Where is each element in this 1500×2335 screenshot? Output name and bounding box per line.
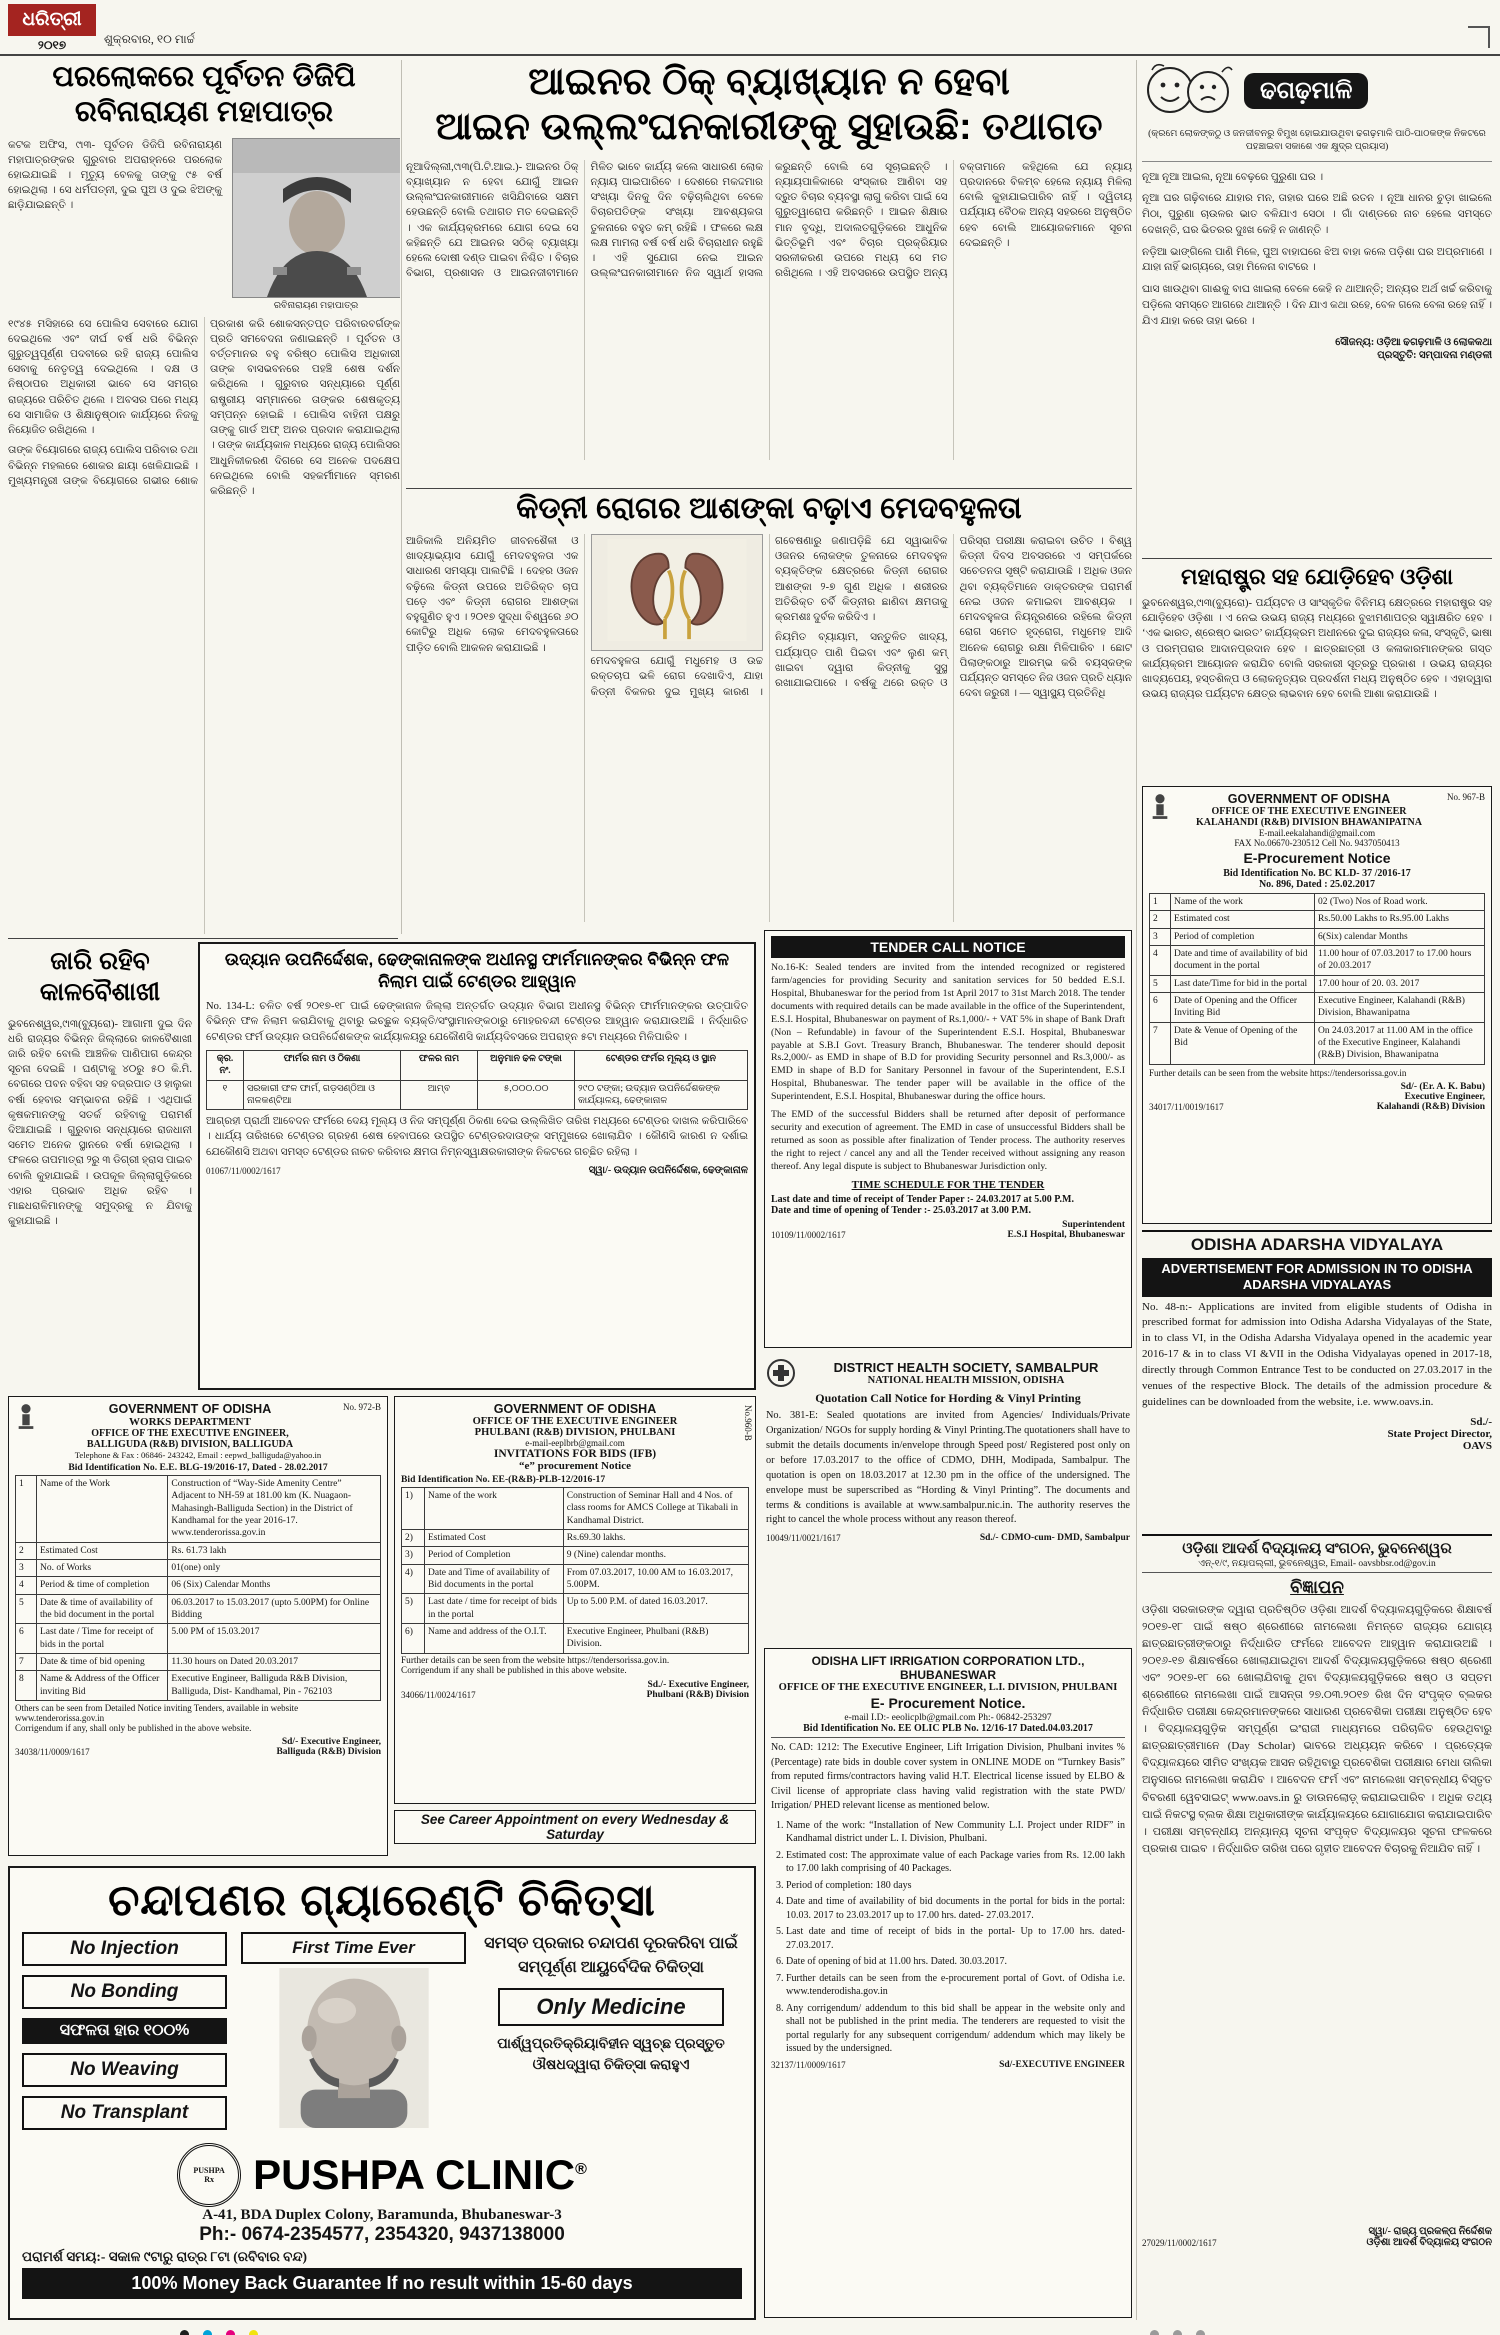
table-row: 2 Estimated cost Rs.50.00 Lakhs to Rs.95.00 Lakhs — [1150, 911, 1485, 928]
print-dot-gray — [1150, 2330, 1159, 2335]
tender-call-signature: Superintendent E.S.I Hospital, Bhubaneswar — [1007, 1219, 1125, 1240]
table-row: 7 Date & time of bid opening 11.30 hours on Dated 20.03.2017 — [16, 1654, 381, 1671]
main-headline-line2: ଆଇନ ଉଲ୍ଲଂଘନକାରୀଙ୍କୁ ସୁହାଉଛି: ତଥାଗତ — [435, 105, 1103, 148]
page-corner-mark — [1468, 26, 1490, 48]
adarsha-title: ODISHA ADARSHA VIDYALAYA — [1190, 1235, 1444, 1254]
notice-adarsha-odia — [1142, 1534, 1492, 2320]
adarsha-odia-address: ଏନ୍-୧/୯, ନୟାପଲ୍ଲୀ, ଭୁବନେଶ୍ୱର, Email- oavsbbsr.od@gov.in — [1142, 1558, 1492, 1573]
adarsha-odia-body: ଓଡ଼ିଶା ସରକାରଙ୍କ ଦ୍ୱାରା ପ୍ରତିଷ୍ଠିତ ଓଡ଼ିଶା ଆଦର୍ଶ ବିଦ୍ୟାଳୟଗୁଡ଼ିକରେ ଶିକ୍ଷାବର୍ଷ ୨୦୧୭-୧୮ ପାଇଁ ଷଷ୍ଠ ଶ୍ରେଣୀରେ ନାମଲେଖା ନିମନ୍ତେ ରାଜ୍ୟର ଯୋଗ୍ୟ ଛାତ୍ରଛାତ୍ରୀଙ୍କଠାରୁ ନିର୍ଦ୍ଧାରିତ ଫର୍ମରେ ଆବେଦନ ଆହ୍ୱାନ କରାଯାଉଅଛି । ୨୦୧୬-୧୭ ଶିକ୍ଷାବର୍ଷରେ ଖୋଲାଯାଇଥିବା ଆଦର୍ଶ ବିଦ୍ୟାଳୟଗୁଡ଼ିକରେ ଷଷ୍ଠ ଶ୍ରେଣୀ ଏବଂ ୨୦୧୭-୧୮ ରେ ଖୋଲାଯିବାକୁ ଥିବା ବିଦ୍ୟାଳୟଗୁଡ଼ିକରେ ଷଷ୍ଠ ଓ ସପ୍ତମ ଶ୍ରେଣୀରେ ନାମଲେଖା ପାଇଁ ଆସନ୍ତା ୨୭.୦୩.୨୦୧୭ ରିଖ ଦିନ ସଂପୃକ୍ତ ବ୍ଲକର ନିର୍ଦ୍ଧାରିତ ପରୀକ୍ଷା କେନ୍ଦ୍ରମାନଙ୍କରେ ସାଧାରଣ ପ୍ରବେଶିକା ପରୀକ୍ଷା ଅନୁଷ୍ଠିତ ହେବ । ବିଦ୍ୟାଳୟଗୁଡ଼ିକ ସମ୍ପୂର୍ଣ୍ଣ ଇଂରାଜୀ ମାଧ୍ୟମରେ ପରିଚାଳିତ ହେଉଥିବାରୁ ଛାତ୍ରଛାତ୍ରୀମାନେ (Day Scholar) ଭାବରେ ଅଧ୍ୟୟନ କରିବେ । ପ୍ରତ୍ୟେକ ବିଦ୍ୟାଳୟରେ ସୀମିତ ସଂଖ୍ୟକ ଆସନ ରହିଥିବାରୁ ପ୍ରବେଶିକା ପରୀକ୍ଷାର ମେଧା ତାଲିକା ଅନୁସାରେ ନାମଲେଖା କରାଯିବ । ଆବେଦନ ଫର୍ମ ଏବଂ ନାମଲେଖା ସମ୍ବନ୍ଧୀୟ ବିସ୍ତୃତ ବିବରଣୀ ୱେବସାଇଟ୍ www.oavs.in ରୁ ଡାଉନଲୋଡ଼୍ କରାଯାଇପାରିବ । ଅଧିକ ତଥ୍ୟ ପାଇଁ ନିକଟସ୍ଥ ବ୍ଲକ ଶିକ୍ଷା ଅଧିକାରୀଙ୍କ କାର୍ଯ୍ୟାଳୟରେ ଯୋଗାଯୋଗ କରାଯାଇପାରିବ । ପରୀକ୍ଷା ସମ୍ବନ୍ଧୀୟ ଅନ୍ୟାନ୍ୟ ସୂଚନା ସଂପୃକ୍ତ ବିଦ୍ୟାଳୟର ସୂଚନା ଫଳକରେ ପ୍ରକାଶ ପାଇବ । ନିର୍ଦ୍ଧାରିତ ତାରିଖ ପରେ ଗୃହୀତ ଆବେଦନ ବିଚାରକୁ ନିଆଯିବ ନାହିଁ । — [1142, 1604, 1492, 1855]
kalabaisakhi-body: ଭୁବନେଶ୍ୱର,୯ା୩(ବ୍ୟୁରୋ)- ଆଗାମୀ ଦୁଇ ଦିନ ଧରି ରାଜ୍ୟର ବିଭିନ୍ନ ଜିଲ୍ଲାରେ କାଳବୈଶାଖୀ ଜାରି ରହିବ ବୋଲି ଆଞ୍ଚଳିକ ପାଣିପାଗ କେନ୍ଦ୍ର ସୂଚନା ଦେଇଛି । ଘଣ୍ଟାକୁ ୪୦ରୁ ୫୦ କି.ମି. ବେଗରେ ପବନ ବହିବା ସହ ବଜ୍ରପାତ ଓ ହାଲୁକା ବର୍ଷା ହେବାର ସମ୍ଭାବନା ରହିଛି । ଏଥିପାଇଁ କୃଷକମାନଙ୍କୁ ସତର୍କ ରହିବାକୁ ପରାମର୍ଶ ଦିଆଯାଇଛି । ଗୁରୁବାର ସନ୍ଧ୍ୟାରେ ରାଜଧାନୀ ସମେତ ଅନେକ ସ୍ଥାନରେ ବର୍ଷା ହୋଇଥିଲା । ଫଳରେ ତାପମାତ୍ରା ୨ରୁ ୩ ଡିଗ୍ରୀ ହ୍ରାସ ପାଇବ ବୋଲି କୁହାଯାଇଛି । ଉପକୂଳ ଜିଲ୍ଲାଗୁଡ଼ିକରେ ଏହାର ପ୍ରଭାବ ଅଧିକ ରହିବ । ମାଛଧରାଳିମାନଙ୍କୁ ସମୁଦ୍ରକୁ ନ ଯିବାକୁ କୁହାଯାଇଛି । — [8, 1018, 192, 1228]
sambalpur-body: No. 381-E: Sealed quotations are invited from Agencies/ Individuals/Private Organization/ NGOs for supply hording & Vinyl Printing.The quotationers shall have to submit the details documents in/envelope through Speed post/ Registered post only on or before 17.03.2017 to the office of CDMO, DHH, Modipada, Sambalpur. The quotation is open on 18.03.2017 at 12.30 pm in the office of the undersigned. The envelope must be superscribed as “Hording & Vinyl Printing”. The documents and terms & conditions is available at www.sambalpur.nic.in. The authority reserves the right to cancel the whole process without any reason thereof. — [766, 1410, 1130, 1526]
table-row: 6) Name and address of the O.I.T. Executive Engineer, Phulbani (R&B) Division. — [402, 1624, 749, 1654]
adarsha-odia-title: ଓଡ଼ିଶା ଆଦର୍ଶ ବିଦ୍ୟାଳୟ ସଂଗଠନ, ଭୁବନେଶ୍ୱର — [1182, 1541, 1452, 1557]
dgp-portrait-graphic — [233, 139, 400, 297]
phulbani-email: e-mail-eeplbrb@gmail.com — [525, 1438, 625, 1448]
balliguda-dept: WORKS DEPARTMENT — [129, 1416, 251, 1428]
dhagadhamali-credit1: ସୌଜନ୍ୟ: ଓଡ଼ିଆ ଢଗଢ଼ମାଳି ଓ ଲୋକକଥା — [1335, 337, 1492, 349]
horticulture-table — [206, 1050, 748, 1110]
tender-call-body: No.16-K: Sealed tenders are invited from the intended recognized or registered farm/agencies for providing Security and sanitation services for 50 bedded E.S.I. Hospital, Bhubaneswar for the period from 1st April 2017 to 31st March 2018. The tender documents with required details can be made available in the office of the Superintendent, E.S.I. Hospital, Bhubaneswar on payment of Rs.1,000/- + VAT 5% in shape of Bank Draft (Non – Refundable) in favour of the Superintendent E.S.I. Hospital, Bhubaneswar payable at S.B.I Govt. Treasury Branch, Bhubaneswar. The tenderer should deposit Rs.2,000/- as EMD in shape of B.D for providing Security personnel and Rs.3,000/- as EMD in shape of B.D for Sanitary Personnel in favour of the Superintendent, E.S.I Hospital, Bhubaneswar. The tender paper will be available in the office of the Superintendent, E.S.I. Hospital, Bhubaneswar during the office hours. The EMD of the successful Bidders shall be returned after deposit of performance security and execution of agreement. The EMD in case of unsuccessful Bidders shall be returned as soon as possible after finalization of Tender process. The authority reserves the right to reject / cancel any and all the Tender received without assigning any reason thereof. Any legal dispute is subject to Bhubaneswar Jurisdiction only. — [771, 962, 1125, 1172]
dhagadhamali-credit2: ପ୍ରସ୍ତୁତି: ସମ୍ପାଦନା ମଣ୍ଡଳୀ — [1377, 350, 1492, 362]
column-rule — [1136, 60, 1137, 2320]
kalahandi-bid: Bid Identification No. BC KLD- 37 /2016-17 — [1223, 868, 1411, 879]
govt-emblem-icon — [15, 1402, 37, 1432]
notice-balliguda — [8, 1396, 388, 1856]
article-kidney — [406, 492, 1132, 930]
kidney-headline: କିଡ୍‌ନୀ ରୋଗର ଆଶଙ୍କା ବଢ଼ାଏ ମେଦବହୁଳତା — [516, 492, 1022, 525]
kalahandi-fax: FAX No.06670-230512 Cell No. 9437050413 — [1234, 838, 1400, 848]
kalahandi-footer: Further details can be seen from the website https://tendersorissa.gov.in — [1149, 1067, 1407, 1078]
column-dhagadhamali — [1142, 60, 1492, 554]
print-dot-gray — [1196, 2330, 1205, 2335]
olic-item: 4. Date and time of availability of bid documents in the portal for bids in the portal: 10.03. 2017 to 23.03.2017 up to 17.00 hrs. dated- 27.03.2017. — [786, 1895, 1125, 1922]
pushpa-address: A-41, BDA Duplex Colony, Baramunda, Bhubaneswar-3 — [202, 2207, 562, 2223]
notice-adarsha-en — [1142, 1230, 1492, 1528]
olic-title: ODISHA LIFT IRRIGATION CORPORATION LTD., BHUBANESWAR — [811, 1654, 1085, 1682]
horticulture-headline: ଉଦ୍ୟାନ ଉପନିର୍ଦ୍ଦେଶକ, ଢେଙ୍କାନାଳଙ୍କ ଅଧୀନସ୍ଥ ଫାର୍ମମାନଙ୍କର ବିଭିନ୍ନ ଫଳ ନିଲାମ ପାଇଁ ଟେଣ୍ଡର ଆହ୍ୱାନ — [224, 950, 730, 992]
print-dot-yellow — [249, 2330, 258, 2335]
kalahandi-email: E-mail.eekalahandi@gmail.com — [1258, 828, 1376, 838]
career-appointment-text: See Career Appointment on every Wednesday & Saturday — [420, 1812, 730, 1842]
kalahandi-title: E-Procurement Notice — [1243, 850, 1391, 866]
olic-item: 1. Name of the work: “Installation of New Community L.I. Project under RIDF” in Kandhamal district under L. I. Division, Phulbani. — [786, 1819, 1125, 1846]
article-maharashtra — [1142, 564, 1492, 780]
olic-signature: Sd/-EXECUTIVE ENGINEER — [999, 2059, 1125, 2070]
pushpa-guarantee-bar: 100% Money Back Guarantee If no result within 15-60 days — [22, 2268, 742, 2299]
tender-call-schedule-title: TIME SCHEDULE FOR THE TENDER — [851, 1178, 1045, 1191]
print-dot-magenta — [226, 2330, 235, 2335]
registered-mark: ® — [575, 2161, 587, 2178]
dgp-photo-figure — [232, 138, 400, 311]
tender-call-code: 10109/11/0002/1617 — [771, 1229, 846, 1240]
no-transplant-box: No Transplant — [22, 2096, 227, 2130]
olic-item: 8. Any corrigendum/ addendum to this bid shall be appear in the website only and shall not be published in the print media. The tenderers are requested to visit the portal regularly for any subsequent corrigendum/ addendum which may likely be issued by the undersigned. — [786, 2002, 1125, 2056]
sambalpur-subtitle: NATIONAL HEALTH MISSION, ODISHA — [867, 1375, 1065, 1386]
table-header-row: କ୍ର. ନଂ. ଫାର୍ମର ନାମ ଓ ଠିକଣା ଫଳର ନାମ ଅନୁମାନ ଢଳ ଟଙ୍କା ଟେଣ୍ଡର ଫର୍ମର ମୂଲ୍ୟ ଓ ସ୍ଥାନ — [207, 1050, 748, 1080]
pushpa-headline: ଚନ୍ଦାପଣର ଗ୍ୟାରେଣ୍ଟି ଚିକିତ୍ସା — [108, 1876, 656, 1925]
pushpa-phone: Ph:- 0674-2354577, 2354320, 9437138000 — [199, 2224, 565, 2245]
olic-contact: e-mail I.D:- eeolicplb@gmail.com Ph:- 06842-253297 — [844, 1713, 1052, 1723]
sambalpur-signature: Sd./- CDMO-cum- DMD, Sambalpur — [979, 1533, 1130, 1544]
first-time-ever-box: First Time Ever — [241, 1932, 466, 1964]
phulbani-govt: GOVERNMENT OF ODISHA — [493, 1402, 657, 1416]
section-rule — [8, 938, 398, 939]
table-row: 8 Name & Address of the Officer inviting Bid Executive Engineer, Balliguda R&B Division, Balliguda, Dist- Kandhamal, Pin - 762103 — [16, 1671, 381, 1701]
pushpa-right-text2: ପାର୍ଶ୍ୱପ୍ରତିକ୍ରିୟାବିହୀନ ସ୍ୱଚ୍ଛ ପ୍ରସ୍ତୁତ ଔଷଧଦ୍ୱାରା ଚିକିତ୍ସା କରାହୁଏ — [497, 2037, 725, 2073]
table-row: 4 Date and time of availability of bid document in the portal 11.00 hour of 07.03.2017 to 17.00 hours of 20.03.2017 — [1150, 946, 1485, 976]
olic-item: 2. Estimated cost: The approximate value of each Package varies from Rs. 12.00 lakh to 17.00 lakh comprising of 40 Packages. — [786, 1849, 1125, 1876]
bald-head-image — [279, 1968, 429, 2128]
olic-office: OFFICE OF THE EXECUTIVE ENGINEER, L.I. DIVISION, PHULBANI — [778, 1682, 1118, 1693]
dgp-headline-line1: ପରଲୋକରେ ପୂର୍ବତନ ଡିଜିପି — [52, 61, 356, 93]
only-medicine-box: Only Medicine — [498, 1988, 724, 2026]
balliguda-bid: Bid Identification No. E.E. BLG-19/2016-17, Dated - 28.02.2017 — [68, 1462, 328, 1473]
sambalpur-code: 10049/11/0021/1617 — [766, 1533, 841, 1544]
horticulture-outro: ଆଗ୍ରହୀ ପ୍ରାର୍ଥୀ ଆବେଦନ ଫର୍ମରେ ଦେୟ ମୂଲ୍ୟ ଓ ନିଜ ସମ୍ପୂର୍ଣ୍ଣ ଠିକଣା ଦେଇ ଉଲ୍ଲିଖିତ ତାରିଖ ମଧ୍ୟରେ ଟେଣ୍ଡର ଦାଖଲ କରିପାରିବେ । ଧାର୍ଯ୍ୟ ତାରିଖରେ ଟେଣ୍ଡର ଗ୍ରହଣ ଶେଷ ହେବାପରେ ଉପସ୍ଥିତ ଟେଣ୍ଡରଦାତାଙ୍କ ସମ୍ମୁଖରେ ଖୋଲାଯିବ । କୌଣସି କାରଣ ନ ଦର୍ଶାଇ ଯେକୌଣସି ଅଥବା ସମସ୍ତ ଟେଣ୍ଡର ନାକଚ କରିବାର କ୍ଷମତା ନିମ୍ନସ୍ୱାକ୍ଷରକାରୀଙ୍କ ନିକଟରେ ଗଚ୍ଛିତ ରହିଲା । — [206, 1116, 748, 1158]
balliguda-signature: Sd/- Executive Engineer, Balliguda (R&B) Division — [276, 1737, 381, 1758]
verse: ଘାସ ଖାଉଥିବା ଗାଈକୁ ବାଘ ଖାଇଲା ବେଳେ କେହି ନ ଥାଆନ୍ତି; ଅନ୍ୟର ଅର୍ଥ ଖର୍ଚ୍ଚ କରିବାକୁ ପଡ଼ିଲେ ସମସ୍ତେ ଆଗରେ ଥାଆନ୍ତି । ଦିନ ଯାଏ କଥା ରହେ, ବେଳ ଗଲେ ବେଳା ରହେ ନାହିଁ । ଯିଏ ଯାହା କରେ ତାହା ଭରେ । — [1142, 284, 1492, 327]
kidney-figure — [591, 534, 764, 651]
kalahandi-table — [1149, 893, 1485, 1065]
balliguda-office2: BALLIGUDA (R&B) DIVISION, BALLIGUDA — [86, 1439, 294, 1450]
dgp-headline — [8, 60, 400, 130]
kalahandi-office2: KALAHANDI (R&B) DIVISION BHAWANIPATNA — [1195, 817, 1423, 828]
olic-item: 6. Date of opening of bid at 11.00 hrs. Dated. 30.03.2017. — [786, 1955, 1125, 1969]
table-row: 3 Period of completion 6(Six) calendar Months — [1150, 928, 1485, 945]
balliguda-contact: Telephone & Fax : 06846- 243242, Email : eepwd_balliguda@yahoo.in — [74, 1450, 322, 1460]
balliguda-code: 34038/11/0009/1617 — [15, 1747, 90, 1758]
verse: ନଡ଼ିଆ ଭାଙ୍ଗିଲେ ପାଣି ମିଳେ, ପୁଅ ବାହାଘରେ ଝିଅ ବାହା କଲେ ପଡ଼ିଶା ଘର ଅପ୍ରମାଣେ । ଯାହା ନାହିଁ ଭାଗ୍ୟରେ, ତାହା ମିଳେନା ବାଟରେ । — [1142, 246, 1492, 274]
kalahandi-date: No. 896, Dated : 25.02.2017 — [1258, 879, 1376, 890]
tender-call-schedule2: Date and time of opening of Tender :- 25.03.2017 at 3.00 P.M. — [771, 1204, 1031, 1216]
horticulture-code: 01067/11/0002/1617 — [206, 1165, 281, 1176]
column-rule — [401, 60, 402, 934]
kalahandi-ref-no: No. 967-B — [1447, 792, 1485, 802]
pushpa-claims-left — [22, 1932, 227, 2139]
phulbani-ref-no: No.960-B — [743, 1405, 753, 1441]
no-injection-box: No Injection — [22, 1932, 227, 1966]
table-row: 1) Name of the work Construction of Seminar Hall and 4 Nos. of class rooms for AMCS College at Tikabali in Kandhamal District. — [402, 1488, 749, 1530]
print-gray-marks — [1150, 2326, 1215, 2335]
pushpa-seal-icon: PUSHPA Rx — [177, 2143, 241, 2207]
dhagadhamali-verses — [1142, 170, 1492, 330]
cartoon-faces-icon — [1142, 60, 1234, 122]
table-row: 5 Last date/Time for bid in the portal 17.00 hour of 20. 03. 2017 — [1150, 975, 1485, 992]
olic-intro: No. CAD: 1212: The Executive Engineer, Lift Irrigation Division, Phulbani invites % (Percentage) rate bids in double cover system in ONLINE MODE on “Turnkey Basis” from reputed firms/contractors having valid H.T. Electrical license issued by ELBO & Civil license of appropriate class having valid registration with the state PWD/ Irrigation/ PHED relevant license as mentioned below. — [771, 1742, 1125, 1811]
phulbani-office1: OFFICE OF THE EXECUTIVE ENGINEER — [472, 1416, 678, 1427]
balliguda-govt: GOVERNMENT OF ODISHA — [108, 1402, 272, 1416]
article-main — [406, 60, 1132, 484]
kalahandi-office1: OFFICE OF THE EXECUTIVE ENGINEER — [1211, 806, 1407, 817]
horticulture-intro: No. 134-L: ଚଳିତ ବର୍ଷ ୨୦୧୭-୧୮ ପାଇଁ ଢେଙ୍କାନାଳ ଜିଲ୍ଲା ଅନ୍ତର୍ଗତ ଉଦ୍ୟାନ ବିଭାଗ ଅଧୀନସ୍ଥ ବିଭିନ୍ନ ଫାର୍ମମାନଙ୍କର ଉତ୍ପାଦିତ ବିଭିନ୍ନ ଫଳ ନିଲାମ କରାଯିବାକୁ ଥିବାରୁ ଇଚ୍ଛୁକ ବ୍ୟକ୍ତି/ସଂସ୍ଥାମାନଙ୍କଠାରୁ ମୋହରବନ୍ଦୀ ଟେଣ୍ଡର ଆହ୍ୱାନ କରାଯାଉଅଛି । ନିର୍ଦ୍ଧାରିତ ଟେଣ୍ଡର ଫର୍ମ ଉଦ୍ୟାନ ଉପନିର୍ଦ୍ଦେଶକଙ୍କ କାର୍ଯ୍ୟାଳୟରୁ ଯେକୌଣସି କାର୍ଯ୍ୟଦିବସରେ ଅପରାହ୍ନ ୫ଟା ମଧ୍ୟରେ ମିଳିପାରିବ । — [206, 1001, 748, 1043]
maharashtra-body: ଭୁବନେଶ୍ୱର,୯ା୩(ବ୍ୟୁରୋ)- ପର୍ଯ୍ୟଟନ ଓ ସାଂସ୍କୃତିକ ବିନିମୟ କ୍ଷେତ୍ରରେ ମହାରାଷ୍ଟ୍ର ସହ ଯୋଡ଼ିହେବ ଓଡ଼ିଶା । ଏ ନେଇ ଉଭୟ ରାଜ୍ୟ ମଧ୍ୟରେ ବୁଝାମଣାପତ୍ର ସ୍ୱାକ୍ଷରିତ ହେବ । ‘ଏକ ଭାରତ, ଶ୍ରେଷ୍ଠ ଭାରତ’ କାର୍ଯ୍ୟକ୍ରମ ଅଧୀନରେ ଦୁଇ ରାଜ୍ୟର କଳା, ସଂସ୍କୃତି, ଭାଷା ଓ ପରମ୍ପରାର ଆଦାନପ୍ରଦାନ ହେବ । ଛାତ୍ରଛାତ୍ରୀ ଓ କଳାକାରମାନଙ୍କର ଗସ୍ତ କାର୍ଯ୍ୟକ୍ରମ ଆୟୋଜନ କରାଯିବ ବୋଲି ସରକାରୀ ସୂତ୍ରରୁ ପ୍ରକାଶ । ଉଭୟ ରାଜ୍ୟର ଖାଦ୍ୟପେୟ, ହସ୍ତଶିଳ୍ପ ଓ ଲୋକନୃତ୍ୟର ପ୍ରଦର୍ଶନୀ ମଧ୍ୟ ଅନୁଷ୍ଠିତ ହେବ । ଏହାଦ୍ୱାରା ଉଭୟ ରାଜ୍ୟର ପର୍ଯ୍ୟଟନ କ୍ଷେତ୍ର ଲାଭବାନ ହେବ ବୋଲି ଆଶା କରାଯାଉଛି । — [1142, 598, 1492, 701]
table-row: 7 Date & Venue of Opening of the Bid On 24.03.2017 at 11.00 AM in the office of the Executive Engineer, Kalahandi (R&B) Division, Bhawanipatna — [1150, 1022, 1485, 1064]
notice-sambalpur — [764, 1354, 1132, 1642]
table-row: 3) Period of Completion 9 (Nine) calendar months. — [402, 1547, 749, 1564]
table-row: 4) Date and Time of availability of Bid documents in the portal From 07.03.2017, 10.00 AM to 16.03.2017, 5.00PM. — [402, 1564, 749, 1594]
balliguda-table — [15, 1475, 381, 1701]
main-headline-line1: ଆଇନର ଠିକ୍ ବ୍ୟାଖ୍ୟାନ ନ ହେବା — [528, 61, 1010, 103]
olic-code: 32137/11/0009/1617 — [771, 2059, 846, 2070]
pushpa-hours: ପରାମର୍ଶ ସମୟ:- ସକାଳ ୯ଟାରୁ ରାତ୍ର ୮ଟା (ରବିବାର ବନ୍ଦ) — [22, 2249, 308, 2264]
olic-item: 7. Further details can be seen from the e-procurement portal of Govt. of Odisha i.e. www.tenderodisha.gov.in — [786, 1972, 1125, 1999]
olic-item: 5. Last date and time of receipt of bids in the portal- Up to 17.00 hrs. dated- 27.03.2017. — [786, 1925, 1125, 1952]
verse: ନୂଆ ଘର ଗଢ଼ିବାରେ ଯାହାର ମନ, ତାହାର ଘରେ ଅଛି ରତନ । ନୂଆ ଧାନର ଚୁଡ଼ା ଖାଇଲେ ମିଠା, ପୁରୁଣା ଚାଉଳର ଭାତ ବଳିଯାଏ ସେଠା । ଗାଁ ଦାଣ୍ଡରେ ନାଚ ହେଲେ ସମସ୍ତେ ଦେଖନ୍ତି, ଘର ଭିତରର ଦୁଃଖ କେହି ନ ଜାଣନ୍ତି । — [1142, 193, 1492, 236]
print-dot-cyan — [203, 2330, 212, 2335]
adarsha-subtitle-bar: ADVERTISEMENT FOR ADMISSION IN TO ODISHA ADARSHA VIDYALAYAS — [1142, 1258, 1492, 1297]
kalabaisakhi-headline: ଜାରି ରହିବ କାଳବୈଶାଖୀ — [39, 947, 161, 1007]
main-headline — [406, 60, 1132, 150]
olic-items — [771, 1819, 1125, 2056]
govt-emblem-icon — [1149, 792, 1171, 822]
masthead-rule — [0, 54, 1500, 56]
section-rule — [406, 488, 1132, 489]
balliguda-footer1: Others can be seen from Detailed Notice inviting Tenders, available in website www.tenderorissa.gov.in — [15, 1703, 299, 1724]
sambalpur-title: DISTRICT HEALTH SOCIETY, SAMBALPUR — [833, 1360, 1099, 1375]
olic-item: 3. Period of completion: 180 days — [786, 1879, 1125, 1893]
dgp-photo — [232, 138, 400, 298]
phulbani-table — [401, 1487, 749, 1654]
notice-horticulture — [198, 942, 756, 1390]
adarsha-odia-code: 27029/11/0002/1617 — [1142, 2238, 1217, 2248]
print-dot-gray — [1173, 2330, 1182, 2335]
olic-notice-title: E- Procurement Notice. — [870, 1695, 1026, 1711]
pushpa-clinic-name: PUSHPA CLINIC® — [253, 2151, 587, 2198]
pushpa-right-text1: ସମସ୍ତ ପ୍ରକାର ଚନ୍ଦାପଣ ଦୂରକରିବା ପାଇଁ ସମ୍ପୂର୍ଣ୍ଣ ଆୟୁର୍ବେଦିକ ଚିକିତ୍ସା — [484, 1935, 738, 1976]
notice-kalahandi — [1142, 786, 1492, 1224]
kalahandi-govt: GOVERNMENT OF ODISHA — [1227, 792, 1391, 806]
phulbani-footer1: Further details can be seen from the website https://tendersorissa.gov.in. — [401, 1655, 670, 1666]
table-row: ୧ ସରକାରୀ ଫଳ ଫାର୍ମ, ଗଡ଼ସଣ୍ଠିଆ ଓ ନାଳକଣ୍ଟିଆ ଆମ୍ବ ୫,୦୦୦.୦୦ ୨୯୦ ଟଙ୍କା; ଉଦ୍ୟାନ ଉପନିର୍ଦ୍ଦେଶକଙ୍କ କାର୍ଯ୍ୟାଳୟ, ଢେଙ୍କାନାଳ — [207, 1080, 748, 1110]
tender-call-schedule1: Last date and time of receipt of Tender Paper :- 24.03.2017 at 5.00 P.M. — [771, 1193, 1074, 1205]
table-row: 5 Date & time of availability of the bid document in the portal 06.03.2017 to 15.03.2017 (upto 5.00PM) for Online Bidding — [16, 1594, 381, 1624]
table-row: 6 Date of Opening and the Officer Inviting Bid Executive Engineer, Kalahandi (R&B) Division, Bhawanipatna — [1150, 993, 1485, 1023]
phulbani-bid: Bid Identification No. EE-(R&B)-PLB-12/2016-17 — [401, 1474, 606, 1485]
horticulture-signature: ସ୍ୱା/- ଉଦ୍ୟାନ ଉପନିର୍ଦ୍ଦେଶକ, ଢେଙ୍କାନାଳ — [588, 1164, 748, 1176]
success-rate-box: ସଫଳତା ହାର ୧୦୦% — [22, 2018, 227, 2044]
table-row: 5) Last date / time for receipt of bids in the portal Up to 5.00 P.M. of dated 16.03.2017. — [402, 1594, 749, 1624]
table-row: 1 Name of the Work Construction of “Way-Side Amenity Centre” Adjacent to NH-59 at 181.00 km (K. Nuagaon- Mahasingh-Balliguda Section) in the District of Kandhamal for the year 2016-17. www.tenderorissa.gov.in — [16, 1476, 381, 1543]
nhm-logo-icon — [766, 1358, 796, 1388]
tender-call-title-bar: TENDER CALL NOTICE — [771, 936, 1125, 958]
masthead-date: ଶୁକ୍ରବାର, ୧୦ ମାର୍ଚ୍ଚ — [104, 32, 195, 46]
section-rule — [1142, 558, 1492, 559]
paper-logo: ଧରିତ୍ରୀ — [8, 4, 96, 36]
verse: ନୂଆ ନୂଆ ଆଇଲ, ନୂଆ ବେଢ଼ରେ ପୁରୁଣା ଘର । — [1142, 171, 1324, 183]
balliguda-footer2: Corrigendum if any, shall only be published in the above website. — [15, 1723, 252, 1734]
kidneys-illustration — [607, 539, 747, 641]
phulbani-ifb-title: INVITATIONS FOR BIDS (IFB) — [493, 1448, 657, 1460]
kidney-body: ଆଜିକାଲି ଅନିୟମିତ ଜୀବନଶୈଳୀ ଓ ଖାଦ୍ୟାଭ୍ୟାସ ଯୋଗୁଁ ମେଦବହୁଳତା ଏକ ସାଧାରଣ ସମସ୍ୟା ପାଲଟିଛି । ଦେହର ଓଜନ ବଢ଼ିଲେ କିଡ୍‌ନୀ ଉପରେ ଅତିରିକ୍ତ ଚାପ ପଡ଼େ ଏବଂ କିଡ୍‌ନୀ ରୋଗର ଆଶଙ୍କା ବହୁଗୁଣିତ ହୁଏ । ୨୦୧୭ ସୁଦ୍ଧା ବିଶ୍ୱରେ ୬୦ କୋଟିରୁ ଅଧିକ ଲୋକ ମେଦବହୁଳତାରେ ପୀଡ଼ିତ ବୋଲି ଆକଳନ କରାଯାଇଛି । ମେଦବହୁଳତା ଯୋଗୁଁ ମଧୁମେହ ଓ ଉଚ୍ଚ ରକ୍ତଚାପ ଭଳି ରୋଗ ଦେଖାଦିଏ, ଯାହା କିଡ୍‌ନୀ ବିକଳର ଦୁଇ ମୁଖ୍ୟ କାରଣ । ଗବେଷଣାରୁ ଜଣାପଡ଼ିଛି ଯେ ସ୍ୱାଭାବିକ ଓଜନର ଲୋକଙ୍କ ତୁଳନାରେ ମେଦବହୁଳ ବ୍ୟକ୍ତିଙ୍କ କ୍ଷେତ୍ରରେ କିଡ୍‌ନୀ ରୋଗର ଆଶଙ୍କା ୨-୭ ଗୁଣ ଅଧିକ । ଶରୀରର ଅତିରିକ୍ତ ଚର୍ବି କିଡ୍‌ନୀର ଛାଣିବା କ୍ଷମତାକୁ କ୍ରମଶଃ ଦୁର୍ବଳ କରିଦିଏ । ନିୟମିତ ବ୍ୟାୟାମ, ସନ୍ତୁଳିତ ଖାଦ୍ୟ, ପର୍ଯ୍ୟାପ୍ତ ପାଣି ପିଇବା ଏବଂ ଲୁଣ କମ୍ ଖାଇବା ଦ୍ୱାରା କିଡ୍‌ନୀକୁ ସୁସ୍ଥ ରଖାଯାଇପାରେ । ବର୍ଷକୁ ଥରେ ରକ୍ତ ଓ ପରିସ୍ରା ପରୀକ୍ଷା କରାଇବା ଉଚିତ । ବିଶ୍ୱ କିଡ୍‌ନୀ ଦିବସ ଅବସରରେ ଏ ସମ୍ପର୍କରେ ସଚେତନତା ସୃଷ୍ଟି କରାଯାଉଛି । ଅଧିକ ଓଜନ ଥିବା ବ୍ୟକ୍ତିମାନେ ଡାକ୍ତରଙ୍କ ପରାମର୍ଶ ନେଇ ଓଜନ କମାଇବା ଆବଶ୍ୟକ । ମେଦବହୁଳତା ନିୟନ୍ତ୍ରଣରେ ରହିଲେ କିଡ୍‌ନୀ ରୋଗ ସମେତ ହୃଦ୍‌ରୋଗ, ମଧୁମେହ ଆଦି ଅନେକ ରୋଗରୁ ରକ୍ଷା ମିଳିପାରିବ । ଛୋଟ ପିଲାଙ୍କଠାରୁ ଆରମ୍ଭ କରି ବୟସ୍କଙ୍କ ପର୍ଯ୍ୟନ୍ତ ସମସ୍ତେ ନିଜ ଓଜନ ପ୍ରତି ଧ୍ୟାନ ଦେବା ଜରୁରୀ । — ସ୍ୱାସ୍ଥ୍ୟ ପ୍ରତିନିଧି — [406, 536, 1132, 700]
pushpa-center — [241, 1932, 466, 2133]
kalahandi-code: 34017/11/0019/1617 — [1149, 1101, 1224, 1112]
ad-pushpa-clinic — [8, 1866, 756, 2320]
dhagadhamali-intro: (କ୍ରମେ ଲୋକଙ୍କଠୁ ଓ ଜନଜୀବନରୁ ବିମୁଖ ହୋଇଯାଉଥିବା ଢଗଢ଼ମାଳି ପାଠି-ପାଠକଙ୍କ ନିକଟରେ ପହଞ୍ଚାଇବା ସକାଶେ ଏକ କ୍ଷୁଦ୍ର ପ୍ରୟାସ) — [1142, 128, 1492, 162]
adarsha-odia-heading: ବିଜ୍ଞାପନ — [1290, 1577, 1344, 1597]
print-registration-marks — [180, 2326, 268, 2335]
table-row: 3 No. of Works 01(one) only — [16, 1560, 381, 1577]
dgp-lead: କଟକ ଅଫିସ, ୯ା୩- ପୂର୍ବତନ ଡିଜିପି ରବିନାରାୟଣ ମହାପାତ୍ରଙ୍କର ଗୁରୁବାର ଅପରାହ୍ନରେ ପରଲୋକ ହୋଇଯାଇଛି । ମୃତ୍ୟୁ ବେଳକୁ ତାଙ୍କୁ ୯୫ ବର୍ଷ ହୋଇଥିଲା । ସେ ଧର୍ମପତ୍ନୀ, ଦୁଇ ପୁଅ ଓ ଦୁଇ ଝିଅଙ୍କୁ ଛାଡ଼ିଯାଇଛନ୍ତି । — [8, 139, 222, 212]
sambalpur-notice-title: Quotation Call Notice for Hording & Vinyl Printing — [815, 1391, 1081, 1405]
table-row: 1 Name of the work 02 (Two) Nos of Road work. — [1150, 894, 1485, 911]
balliguda-office1: OFFICE OF THE EXECUTIVE ENGINEER, — [91, 1428, 289, 1439]
article-kalabaisakhi — [8, 946, 192, 1390]
table-row: 6 Last date / Time for receipt of bids in the portal 5.00 PM of 15.03.2017 — [16, 1624, 381, 1654]
no-bonding-box: No Bonding — [22, 1975, 227, 2009]
notice-olic — [764, 1648, 1132, 2318]
print-dot-black — [180, 2330, 189, 2335]
phulbani-eproc-title: “e” procurement Notice — [518, 1460, 631, 1472]
article-dgp-obituary — [8, 60, 400, 934]
main-body: ନୂଆଦିଲ୍ଲୀ,୯ା୩(ପି.ଟି.ଆଇ.)- ଆଇନର ଠିକ୍ ବ୍ୟାଖ୍ୟାନ ନ ହେବା ଯୋଗୁଁ ଆଇନ ଉଲ୍ଲଂଘନକାରୀମାନେ ଖସିଯିବାରେ ସକ୍ଷମ ହେଉଛନ୍ତି ବୋଲି ତଥାଗତ ମତ ଦେଇଛନ୍ତି । ଏକ କାର୍ଯ୍ୟକ୍ରମରେ ଯୋଗ ଦେଇ ସେ କହିଛନ୍ତି ଯେ ଆଇନର ସଠିକ୍ ବ୍ୟାଖ୍ୟା ହେଲେ ଦୋଷୀ ଦଣ୍ଡ ପାଇବା ନିଶ୍ଚିତ । ବିଚାର ବିଭାଗ, ପ୍ରଶାସନ ଓ ଆଇନଜୀବୀମାନେ ମିଳିତ ଭାବେ କାର୍ଯ୍ୟ କଲେ ସାଧାରଣ ଲୋକ ନ୍ୟାୟ ପାଇପାରିବେ । ଦେଶରେ ମକଦ୍ଦମାର ସଂଖ୍ୟା ଦିନକୁ ଦିନ ବଢ଼ିଚାଲିଥିବା ବେଳେ ବିଚାରପତିଙ୍କ ସଂଖ୍ୟା ଆବଶ୍ୟକତା ତୁଳନାରେ ବହୁତ କମ୍ ରହିଛି । ଫଳରେ ଲକ୍ଷ ଲକ୍ଷ ମାମଲା ବର୍ଷ ବର୍ଷ ଧରି ବିଚାରାଧୀନ ରହୁଛି । ଏହି ସୁଯୋଗ ନେଇ ଆଇନ ଉଲ୍ଲଂଘନକାରୀମାନେ ନିଜ ସ୍ୱାର୍ଥ ହାସଲ କରୁଛନ୍ତି ବୋଲି ସେ ସୂଚାଇଛନ୍ତି । ନ୍ୟାୟପାଳିକାରେ ସଂସ୍କାର ଆଣିବା ସହ ଦ୍ରୁତ ବିଚାର ବ୍ୟବସ୍ଥା ଲାଗୁ କରିବା ପାଇଁ ସେ ଗୁରୁତ୍ୱାରୋପ କରିଛନ୍ତି । ଆଇନ ଶିକ୍ଷାର ମାନ ବୃଦ୍ଧି, ଅଦାଲତଗୁଡ଼ିକରେ ଆଧୁନିକ ଭିତ୍ତିଭୂମି ଏବଂ ବିଚାର ପ୍ରକ୍ରିୟାର ସରଳୀକରଣ ଉପରେ ମଧ୍ୟ ସେ ମତ ରଖିଥିଲେ । ଏହି ଅବସରରେ ଉପସ୍ଥିତ ଅନ୍ୟ ବକ୍ତାମାନେ କହିଥିଲେ ଯେ ନ୍ୟାୟ ପ୍ରଦାନରେ ବିଳମ୍ବ ହେଲେ ନ୍ୟାୟ ମିଳିଲା ବୋଲି କୁହାଯାଇପାରିବ ନାହିଁ । ଦ୍ୱିତୀୟ ପର୍ଯ୍ୟାୟ ବୈଠକ ଅନ୍ୟ ସହରରେ ଅନୁଷ୍ଠିତ ହେବ ବୋଲି ଆୟୋଜକମାନେ ସୂଚନା ଦେଇଛନ୍ତି । — [406, 161, 1132, 280]
table-row: 2) Estimated Cost Rs.69.30 lakhs. — [402, 1530, 749, 1547]
dhagadhamali-title: ଢଗଢ଼ମାଳି — [1244, 73, 1368, 109]
table-row: 2 Estimated Cost Rs. 61.73 lakh — [16, 1542, 381, 1559]
kalahandi-signature: Sd/- (Er. A. K. Babu) Executive Engineer, Kalahandi (R&B) Division — [1376, 1081, 1485, 1112]
dgp-photo-caption: ରବିନାରାୟଣ ମହାପାତ୍ର — [273, 300, 359, 311]
no-weaving-box: No Weaving — [22, 2053, 227, 2087]
phulbani-code: 34066/11/0024/1617 — [401, 1689, 476, 1700]
phulbani-footer2: Corrigendum if any shall be published in this above website. — [401, 1665, 627, 1676]
masthead-year: ୨୦୧୭ — [37, 38, 67, 52]
maharashtra-headline: ମହାରାଷ୍ଟ୍ର ସହ ଯୋଡ଼ିହେବ ଓଡ଼ିଶା — [1180, 564, 1454, 589]
notice-phulbani — [394, 1396, 756, 1804]
phulbani-signature: Sd./- Executive Engineer, Phulbani (R&B) Division — [646, 1679, 749, 1700]
dgp-headline-line2: ରବିନାରାୟଣ ମହାପାତ୍ର — [74, 95, 334, 128]
adarsha-odia-signature: ସ୍ୱା/- ରାଜ୍ୟ ପ୍ରକଳ୍ପ ନିର୍ଦ୍ଦେଶକ ଓଡ଼ିଶା ଆଦର୍ଶ ବିଦ୍ୟାଳୟ ସଂଗଠନ — [1366, 2226, 1492, 2248]
notice-tender-call — [764, 930, 1132, 1348]
pushpa-right — [480, 1932, 742, 2076]
career-appointment-strip — [394, 1810, 756, 1844]
olic-bid: Bid Identification No. EE OLIC PLB No. 12/16-17 Dated.04.03.2017 — [771, 1723, 1125, 1738]
adarsha-body: No. 48-n:- Applications are invited from eligible students of Odisha in prescribed format for admission into Odisha Adarsha Vidyalayas of the State, in to class VI, in the Odisha Adarsha Vidyalaya opened in the academic year 2016-17 & in to class VI &VII in the Odisha Vidyalayas opened in 2017-18, directly through Common Entrance Test to be conducted on 27.03.2017 in the venues of the respective Block. The details of the admission procedure & guidelines can be downloaded from the website, i.e. www.oavs.in. — [1142, 1300, 1492, 1409]
phulbani-office2: PHULBANI (R&B) DIVISION, PHULBANI — [474, 1427, 676, 1438]
table-row: 4 Period & time of completion 06 (Six) Calendar Months — [16, 1577, 381, 1594]
dgp-body: ୧୯୪୫ ମସିହାରେ ସେ ପୋଲିସ ସେବାରେ ଯୋଗ ଦେଇଥିଲେ ଏବଂ ଦୀର୍ଘ ବର୍ଷ ଧରି ବିଭିନ୍ନ ଗୁରୁତ୍ୱପୂର୍ଣ୍ଣ ପଦବୀରେ ରହି ରାଜ୍ୟ ପୋଲିସ ସେବାକୁ ନେତୃତ୍ୱ ଦେଇଥିଲେ । ଦକ୍ଷ ଓ ନିଷ୍ଠାପର ଅଧିକାରୀ ଭାବେ ସେ ସମଗ୍ର ରାଜ୍ୟରେ ପରିଚିତ ଥିଲେ । ଅବସର ପରେ ମଧ୍ୟ ସେ ସାମାଜିକ ଓ ଶିକ୍ଷାନୁଷ୍ଠାନ କାର୍ଯ୍ୟରେ ନିଜକୁ ନିୟୋଜିତ ରଖିଥିଲେ । ତାଙ୍କ ବିୟୋଗରେ ରାଜ୍ୟ ପୋଲିସ ପରିବାର ତଥା ବିଭିନ୍ନ ମହଲରେ ଶୋକର ଛାୟା ଖେଳିଯାଇଛି । ମୁଖ୍ୟମନ୍ତ୍ରୀ ତାଙ୍କ ବିୟୋଗରେ ଗଭୀର ଶୋକ ପ୍ରକାଶ କରି ଶୋକସନ୍ତପ୍ତ ପରିବାରବର୍ଗଙ୍କ ପ୍ରତି ସମବେଦନା ଜଣାଇଛନ୍ତି । ପୂର୍ବତନ ଓ ବର୍ତ୍ତମାନର ବହୁ ବରିଷ୍ଠ ପୋଲିସ ଅଧିକାରୀ ତାଙ୍କ ବାସଭବନରେ ପହଞ୍ଚି ଶେଷ ଦର୍ଶନ କରିଥିଲେ । ଗୁରୁବାର ସନ୍ଧ୍ୟାରେ ପୂର୍ଣ୍ଣ ରାଷ୍ଟ୍ରୀୟ ସମ୍ମାନରେ ତାଙ୍କର ଶେଷକୃତ୍ୟ ସମ୍ପନ୍ନ ହୋଇଛି । ପୋଲିସ ବାହିନୀ ପକ୍ଷରୁ ତାଙ୍କୁ ଗାର୍ଡ ଅଫ୍ ଅନର ପ୍ରଦାନ କରାଯାଇଥିଲା । ତାଙ୍କ କାର୍ଯ୍ୟକାଳ ମଧ୍ୟରେ ରାଜ୍ୟ ପୋଲିସର ଆଧୁନିକୀକରଣ ଦିଗରେ ସେ ଅନେକ ପଦକ୍ଷେପ ନେଇଥିଲେ ବୋଲି ସହକର୍ମୀମାନେ ସ୍ମରଣ କରିଛନ୍ତି । — [8, 318, 400, 497]
adarsha-signature: Sd./- State Project Director, OAVS — [1387, 1416, 1492, 1453]
balliguda-ref-no: No. 972-B — [343, 1402, 381, 1412]
